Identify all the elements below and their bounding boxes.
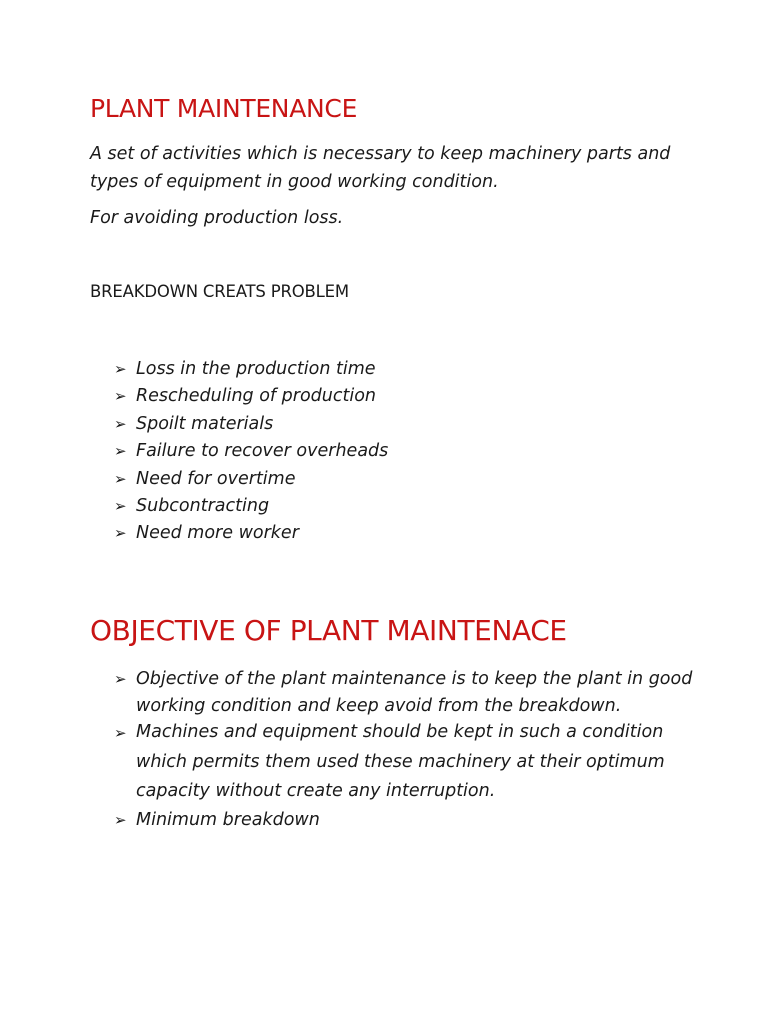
list-item-text: Subcontracting [136, 495, 270, 516]
list-item [114, 720, 694, 807]
arrow-bullet-icon: ➢ [114, 414, 127, 433]
arrow-bullet-icon: ➢ [114, 524, 127, 543]
arrow-bullet-icon: ➢ [114, 442, 127, 461]
arrow-bullet-icon: ➢ [114, 810, 127, 829]
list-item [114, 411, 388, 438]
list-item [114, 438, 388, 465]
list-item [114, 666, 694, 720]
list-item-text: Need for overtime [136, 468, 296, 489]
list-item [114, 807, 694, 834]
list-item [114, 493, 388, 520]
arrow-bullet-icon: ➢ [114, 670, 127, 688]
list-item-text: Loss in the production time [136, 359, 376, 379]
list-item [114, 383, 388, 410]
list-item-text: Objective of the plant maintenance is to keep the plant in good working condition and keep avoid from the breakdown. [136, 669, 693, 716]
list-item [114, 356, 388, 383]
list-item-text: Rescheduling of production [136, 386, 376, 407]
list-item [114, 466, 388, 493]
breakdown-subheading: BREAKDOWN CREATS PROBLEM [90, 282, 349, 301]
list-item-text: Machines and equipment should be kept in such a condition which permits them used these machinery at their optimum capacity without create any interruption. [136, 722, 665, 801]
arrow-bullet-icon: ➢ [114, 724, 127, 742]
list-item-text: Spoilt materials [136, 413, 274, 434]
arrow-bullet-icon: ➢ [114, 360, 127, 378]
section-title-plant-maintenance: PLANT MAINTENANCE [90, 94, 358, 123]
definition-paragraph: A set of activities which is necessary to keep machinery parts and types of equipment in good working condition. [90, 144, 671, 192]
arrow-bullet-icon: ➢ [114, 496, 127, 515]
arrow-bullet-icon: ➢ [114, 469, 127, 488]
list-item-text: Need more worker [136, 523, 299, 544]
purpose-paragraph: For avoiding production loss. [90, 208, 344, 228]
objectives-list [114, 666, 694, 834]
list-item-text: Minimum breakdown [136, 809, 320, 830]
section-title-objective: OBJECTIVE OF PLANT MAINTENACE [90, 614, 567, 647]
list-item-text: Failure to recover overheads [136, 441, 389, 462]
arrow-bullet-icon: ➢ [114, 387, 127, 406]
list-item [114, 520, 388, 547]
breakdown-problems-list [114, 356, 388, 548]
